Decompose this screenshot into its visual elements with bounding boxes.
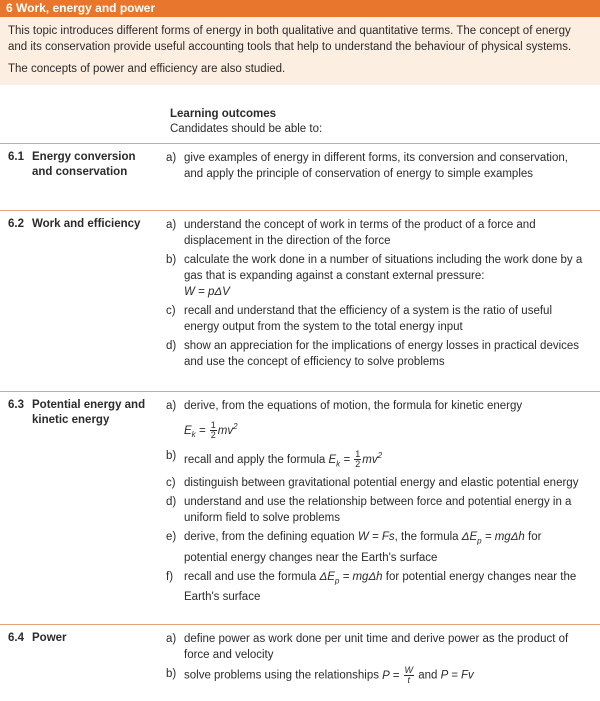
formula: P = Fv <box>440 669 474 682</box>
section-header <box>0 0 600 17</box>
learning-outcomes-subtitle: Candidates should be able to: <box>170 123 323 135</box>
item-letter: c) <box>166 477 176 490</box>
item-letter: a) <box>166 219 177 231</box>
outcome-item <box>158 475 586 491</box>
item-text <box>184 252 586 300</box>
item-text: understand the concept of work in terms of the product of a force and displacement in the direction of the force <box>184 219 536 247</box>
kinetic-energy-inline-formula: $E_k$ = $\frac{1}{2}$ $mv^2$ <box>328 449 383 470</box>
item-text-post: for potential energy changes near the Earth's surface <box>184 531 542 564</box>
item-letter: b) <box>166 668 177 680</box>
intro-paragraph-2: The concepts of power and efficiency are also studied. <box>8 63 286 75</box>
formula-part: = mgΔh <box>339 570 383 583</box>
item-letter: f) <box>166 570 174 583</box>
formula: $\Delta E_p = mg\Delta h$ <box>319 570 383 585</box>
section-name: Potential energy and kinetic energy <box>32 399 146 426</box>
section-heading <box>0 217 158 391</box>
item-text: show an appreciation for the implications of energy losses in practical devices and use the concept of efficiency to solve problems <box>184 340 580 368</box>
section-name: Power <box>32 632 67 644</box>
item-letter: b) <box>166 254 177 266</box>
item-text <box>184 529 586 565</box>
outcome-item <box>158 150 586 182</box>
outcome-list <box>158 631 600 701</box>
outcome-list <box>158 398 600 624</box>
outcome-item <box>158 398 586 414</box>
formula: W = pΔV <box>184 286 230 298</box>
item-text <box>184 666 586 685</box>
section-title: 6 Work, energy and power <box>6 1 156 15</box>
item-letter: d) <box>166 340 177 352</box>
power-work-formula: P = $\frac{W}{t}$ <box>382 665 414 685</box>
outcome-list <box>158 150 600 210</box>
outcome-item <box>158 666 586 685</box>
item-letter: a) <box>166 152 177 164</box>
section-heading <box>0 150 158 210</box>
item-text-post: for potential energy changes near the Earth's surface <box>184 570 577 603</box>
formula-part: = mgΔh <box>481 531 525 544</box>
section-heading <box>0 398 158 624</box>
learning-outcomes-heading <box>0 107 600 143</box>
outcome-list <box>158 217 600 391</box>
section-heading <box>0 631 158 701</box>
item-text <box>184 448 586 472</box>
item-letter: d) <box>166 496 177 509</box>
outcome-item <box>158 338 586 370</box>
formula-part: ΔE <box>461 531 478 544</box>
section-6-1 <box>0 143 600 210</box>
learning-outcomes-title: Learning outcomes <box>170 108 277 120</box>
item-text: understand and use the relationship between force and potential energy in a uniform field to solve problems <box>184 496 572 525</box>
outcome-item <box>158 631 586 663</box>
outcome-item <box>158 252 586 300</box>
item-letter: a) <box>166 633 177 645</box>
section-6-3 <box>0 391 600 624</box>
intro-box <box>0 17 600 85</box>
outcome-item <box>158 529 586 565</box>
section-name: Work and efficiency <box>32 218 141 230</box>
section-number: 6.3 <box>8 399 24 411</box>
outcome-item <box>158 494 586 526</box>
section-number: 6.2 <box>8 218 24 230</box>
kinetic-energy-formula: $E_k$ = $\frac{1}{2}$ $mv^2$ <box>184 420 238 441</box>
item-text: derive, from the equations of motion, the formula for kinetic energy <box>184 400 523 412</box>
section-name: Energy conversion and conservation <box>32 151 136 178</box>
item-text: define power as work done per unit time and derive power as the product of force and velocity <box>184 633 569 661</box>
item-text-mid: , the formula <box>394 531 459 544</box>
section-number: 6.4 <box>8 632 24 644</box>
outcome-item <box>158 303 586 335</box>
item-text: distinguish between gravitational potential energy and elastic potential energy <box>184 477 579 490</box>
section-number: 6.1 <box>8 151 24 163</box>
item-letter: a) <box>166 400 177 412</box>
section-6-2 <box>0 210 600 391</box>
item-text-and: and <box>418 669 438 682</box>
outcome-item <box>158 217 586 249</box>
formula: $\Delta E_p = mg\Delta h$ <box>461 531 525 546</box>
item-text-pre: recall and use the formula <box>184 570 317 583</box>
item-letter: b) <box>166 450 177 463</box>
item-text-pre: derive, from the defining equation <box>184 531 355 544</box>
outcome-item <box>158 569 586 605</box>
item-text: give examples of energy in different forms, its conversion and conservation, and apply the principle of conservation of energy to simple examples <box>184 152 568 180</box>
item-text-main: calculate the work done in a number of situations including the work done by a gas that is expanding against a constant external pressure: <box>184 254 583 282</box>
item-text <box>184 569 586 605</box>
item-letter: c) <box>166 305 176 317</box>
item-text-main: recall and apply the formula <box>184 453 326 466</box>
section-6-4 <box>0 624 600 701</box>
item-text-main: solve problems using the relationships <box>184 669 379 682</box>
item-text: recall and understand that the efficiency of a system is the ratio of useful energy output from the system to the total energy input <box>184 305 552 333</box>
formula-part: ΔE <box>319 570 335 583</box>
item-letter: e) <box>166 531 177 544</box>
formula: W = Fs <box>357 531 395 544</box>
outcome-item <box>158 448 586 472</box>
intro-paragraph-1: This topic introduces different forms of energy in both qualitative and quantitative terms. The concept of energy and its conservation provide useful accounting tools that help to understand the behaviour of physical systems. <box>8 25 572 53</box>
